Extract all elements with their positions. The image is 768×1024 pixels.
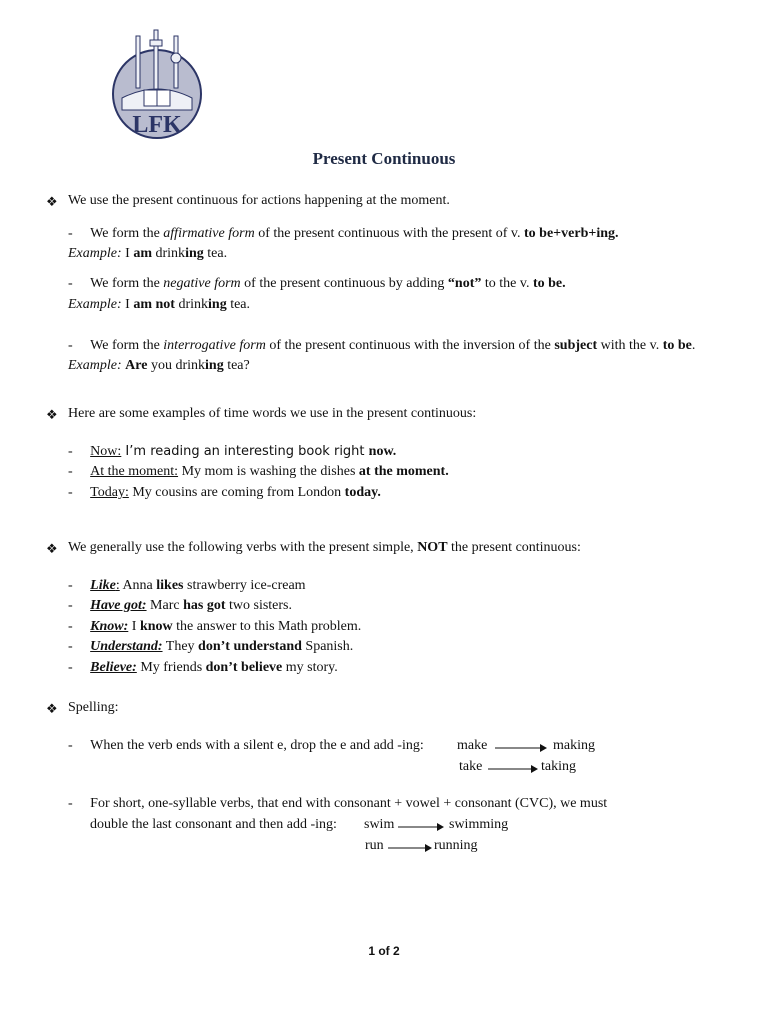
- negative-example: Example: I am not drinking tea.: [68, 297, 251, 312]
- example-to: running: [434, 838, 478, 853]
- bullet-icon: ❖: [46, 407, 58, 422]
- bullet-icon: ❖: [46, 194, 58, 209]
- stative-intro: We generally use the following verbs with the present simple, NOT the present continuous:: [68, 540, 581, 555]
- list-item: - Now: I’m reading an interesting book right now.: [68, 444, 397, 459]
- example-to: making: [553, 738, 595, 753]
- example-from: take: [459, 759, 483, 774]
- list-item: - Understand: They don’t understand Spanish.: [68, 639, 354, 654]
- list-item: - Like: Anna likes strawberry ice-cream: [68, 578, 306, 593]
- arrow-icon: [397, 821, 445, 833]
- example-from: swim: [364, 817, 395, 832]
- example-to: swimming: [449, 817, 509, 832]
- arrow-icon: [494, 742, 548, 754]
- example-from: make: [457, 738, 488, 753]
- intro-text: We use the present continuous for actions happening at the moment.: [68, 193, 450, 208]
- logo-text: LFK: [132, 112, 182, 138]
- example-from: run: [365, 838, 384, 853]
- list-item: - Believe: My friends don’t believe my story.: [68, 660, 338, 675]
- arrow-icon: [487, 763, 539, 775]
- page-title: Present Continuous: [312, 149, 456, 168]
- list-item: - Today: My cousins are coming from London today.: [68, 485, 381, 500]
- interrogative-line: - We form the interrogative form of the present continuous with the inversion of the subject with the v. to be.: [68, 338, 696, 353]
- negative-line: - We form the negative form of the present continuous by adding “not” to the v. to be.: [68, 276, 566, 291]
- spelling-rule-2: - For short, one-syllable verbs, that end with consonant + vowel + consonant (CVC), we must: [68, 796, 608, 811]
- list-item: - Know: I know the answer to this Math problem.: [68, 619, 362, 634]
- interrogative-example: Example: Are you drinking tea?: [68, 358, 250, 373]
- spelling-rule-1: - When the verb ends with a silent e, drop the e and add -ing:: [68, 738, 424, 753]
- spelling-heading: Spelling:: [68, 700, 119, 715]
- list-item: - At the moment: My mom is washing the dishes at the moment.: [68, 464, 449, 479]
- page-number: 1 of 2: [368, 944, 400, 958]
- affirmative-example: Example: I am drinking tea.: [68, 246, 228, 261]
- bullet-icon: ❖: [46, 541, 58, 556]
- list-item: - Have got: Marc has got two sisters.: [68, 598, 292, 613]
- lfk-logo: [110, 28, 204, 146]
- bullet-icon: ❖: [46, 701, 58, 716]
- spelling-rule-2-cont: double the last consonant and then add -ing:: [90, 817, 337, 832]
- affirmative-line: - We form the affirmative form of the present continuous with the present of v. to be+verb+ing.: [68, 226, 619, 241]
- example-to: taking: [541, 759, 576, 774]
- time-words-intro: Here are some examples of time words we use in the present continuous:: [68, 406, 477, 421]
- arrow-icon: [387, 842, 433, 854]
